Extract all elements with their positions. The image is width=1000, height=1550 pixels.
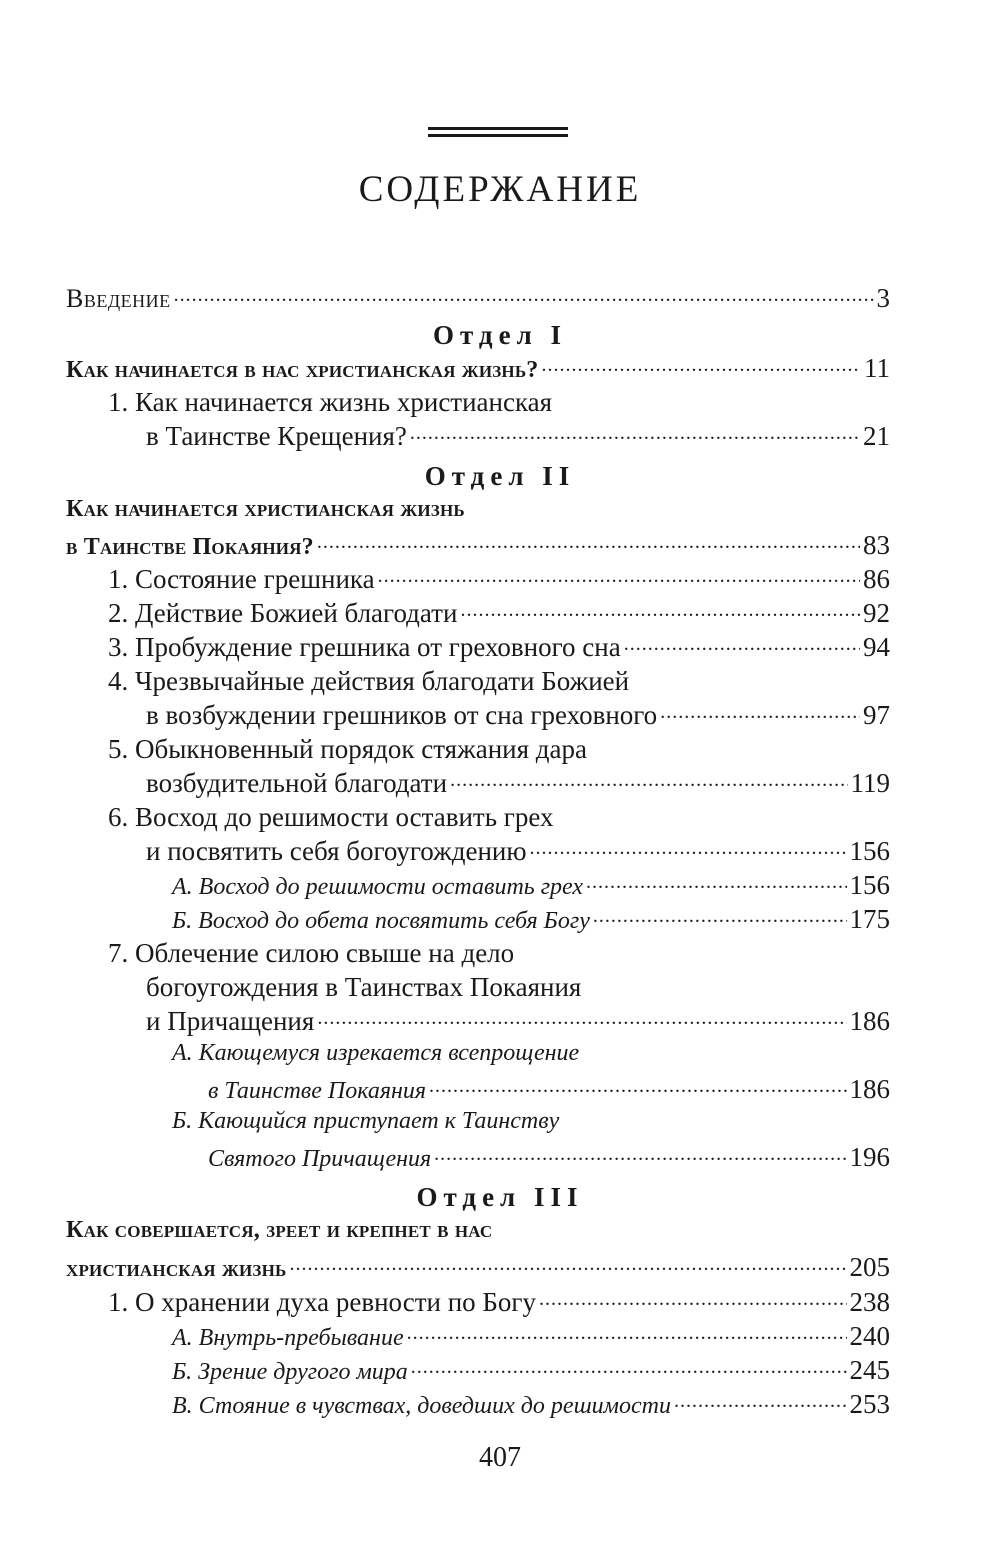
section-heading: Отдел I [433,320,567,350]
toc-entry[interactable] [66,353,890,387]
toc-entry-page: 3 [876,283,890,313]
toc-entry-label: 1. Состояние грешника [108,564,375,594]
toc-entry-page: 238 [849,1287,890,1317]
toc-subentry[interactable] [172,1389,890,1423]
toc-entry-page: 92 [863,598,890,628]
toc-entry-label: в Таинстве Крещения? [146,421,407,451]
toc-subentry[interactable] [172,904,890,938]
toc-entry-label: А. Внутрь-пребывание [172,1325,404,1351]
toc-entry-page: 253 [849,1389,890,1419]
toc-entry-page: 196 [849,1142,890,1172]
toc-entry-label: А. Кающемуся изрекается всепрощение [172,1040,580,1066]
toc-entry-label: Б. Кающийся приступает к Таинству [172,1108,560,1134]
dot-leader [410,423,860,445]
toc-entry[interactable] [108,632,890,666]
dot-leader [411,1357,847,1379]
toc-entry[interactable] [146,972,890,1006]
toc-entry-label: В. Стояние в чувствах, доведших до решимости [172,1393,671,1419]
toc-entry[interactable] [66,530,890,564]
toc-entry-page: 186 [849,1006,890,1036]
toc-entry-page: 119 [850,768,890,798]
toc-entry[interactable] [146,421,890,455]
toc-entry-page: 245 [849,1355,890,1385]
section-heading: Отдел III [416,1182,584,1212]
toc-entry-label: Святого Причащения [208,1146,432,1172]
toc-entry-page: 83 [863,530,890,560]
toc-entry[interactable] [146,700,890,734]
toc-entry-label: 1. Как начинается жизнь христианская [108,387,553,417]
toc-entry-label: 4. Чрезвычайные действия благодати Божией [108,666,630,696]
dot-leader [407,1323,847,1345]
toc-entry-page: 86 [863,564,890,594]
toc-subentry[interactable] [172,870,890,904]
toc-entry[interactable] [146,768,890,802]
toc-entry-label: и посвятить себя богоугождению [146,836,527,866]
toc-entry[interactable] [108,387,890,421]
toc-entry-label: Как совершается, зреет и крепнет в нас [66,1217,493,1243]
toc-entry-label: и Причащения [146,1006,315,1036]
toc-entry-page: 156 [849,870,890,900]
toc-entry-label: богоугождения в Таинствах Покаяния [146,972,582,1002]
toc-entry[interactable] [108,938,890,972]
toc-entry-page: 205 [849,1252,890,1282]
toc-entry[interactable] [66,1217,890,1251]
toc-entry-page: 156 [849,836,890,866]
toc-entry-label: христианская жизнь [66,1256,287,1282]
toc-entry[interactable] [146,1006,890,1040]
dot-leader [674,1391,847,1413]
dot-leader [530,838,847,860]
toc-entry-label: Как начинается в нас христианская жизнь? [66,357,539,383]
toc-entry[interactable] [66,496,890,530]
dot-leader [624,634,860,656]
dot-leader [593,906,847,928]
dot-leader [174,285,874,307]
dot-leader [539,1289,847,1311]
toc-entry-label: 2. Действие Божией благодати [108,598,458,628]
dot-leader [429,1076,846,1098]
dot-leader [434,1144,846,1166]
page-title: СОДЕРЖАНИЕ [358,169,642,210]
toc-entry-label: Введение [66,284,171,313]
toc-entry-label: Б. Зрение другого мира [172,1359,408,1385]
toc-entry-page: 186 [849,1074,890,1104]
toc-entry-label: Как начинается христианская жизнь [66,496,465,522]
toc-entry-page: 11 [864,353,890,383]
dot-leader [660,702,860,724]
toc-entry-label: 7. Облечение силою свыше на дело [108,938,515,968]
decorative-rule-top [428,127,568,130]
dot-leader [541,355,861,377]
toc-entry-label: А. Восход до решимости оставить грех [172,874,584,900]
toc-entry-label: в Таинстве Покаяния [208,1078,427,1104]
dot-leader [317,1008,846,1030]
toc-subentry[interactable] [172,1108,890,1142]
dot-leader [586,872,846,894]
toc-entry-label: 5. Обыкновенный порядок стяжания дара [108,734,587,764]
toc-entry[interactable] [108,802,890,836]
dot-leader [289,1254,846,1276]
toc-entry[interactable] [108,598,890,632]
dot-leader [460,600,860,622]
toc-entry[interactable] [108,564,890,598]
toc-subentry[interactable] [172,1321,890,1355]
page-number: 407 [479,1442,521,1473]
section-heading: Отдел II [424,461,576,491]
toc-entry[interactable] [66,1252,890,1286]
toc-entry-label: Б. Восход до обета посвятить себя Богу [172,908,590,934]
dot-leader [378,566,860,588]
toc-entry-page: 21 [863,421,890,451]
toc-entry-page: 97 [863,700,890,730]
toc-entry[interactable] [146,836,890,870]
toc-entry[interactable] [108,734,890,768]
decorative-rule-bottom [428,134,568,137]
toc-entry-label: 3. Пробуждение грешника от греховного сна [108,632,621,662]
dot-leader [317,532,860,554]
toc-entry-page: 240 [849,1321,890,1351]
toc-entry-label: 1. О хранении духа ревности по Богу [108,1287,536,1317]
toc-entry[interactable] [108,1287,890,1321]
dot-leader [450,770,847,792]
toc-subentry[interactable] [208,1142,890,1176]
toc-entry-label: в Таинстве Покаяния? [66,534,314,560]
toc-entry-page: 94 [863,632,890,662]
toc-entry[interactable] [108,666,890,700]
toc-subentry[interactable] [172,1355,890,1389]
toc-entry-label: возбудительной благодати [146,768,448,798]
toc-entry-intro[interactable] [66,283,890,317]
toc-subentry[interactable] [172,1040,890,1074]
toc-entry-label: в возбуждении грешников от сна греховного [146,700,658,730]
toc-subentry[interactable] [208,1074,890,1108]
toc-entry-page: 175 [849,904,890,934]
toc-entry-label: 6. Восход до решимости оставить грех [108,802,554,832]
